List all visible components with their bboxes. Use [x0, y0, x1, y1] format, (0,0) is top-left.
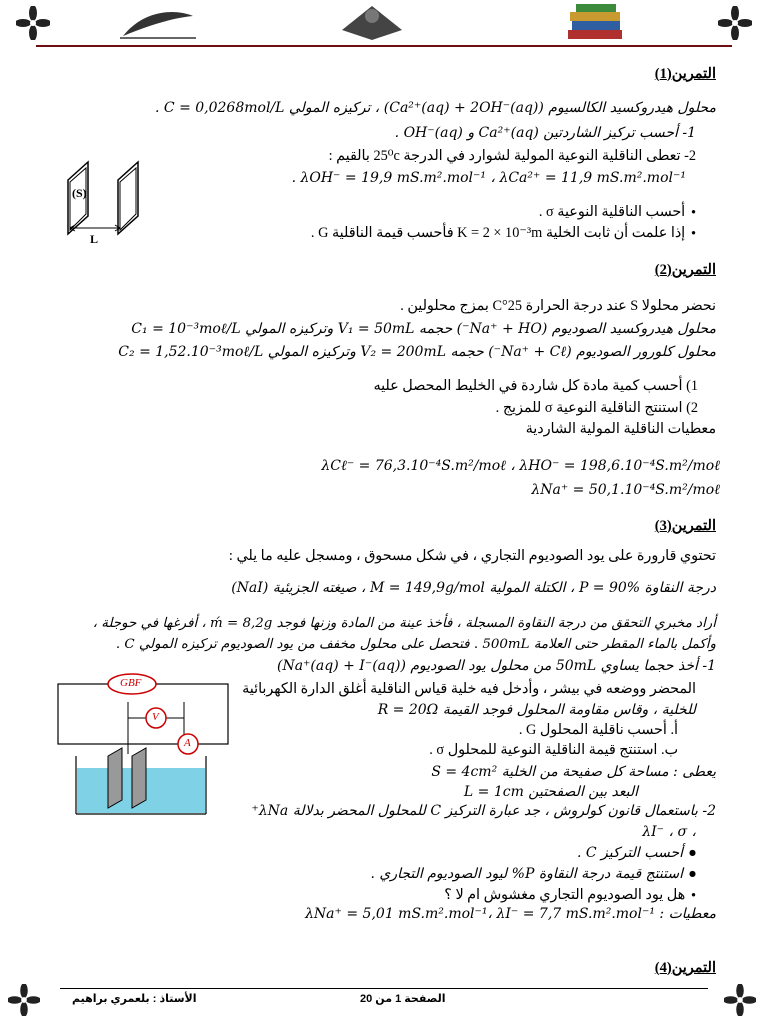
ex2-line: نحضر محلولا S عند درجة الحرارة 25°C بمزج محلولين . — [400, 298, 716, 314]
exercise-3-title: التمرين(3) — [654, 518, 716, 534]
cell-plates-figure — [62, 150, 162, 250]
ex3-line: 2- باستعمال قانون كولروش ، جد عبارة التركيز C للمحلول المحضر بدلالة λNa⁺ — [251, 803, 716, 819]
footer-divider — [60, 988, 708, 989]
ex3-bullet: ● أحسب التركيز C . — [577, 845, 696, 863]
ex1-line: 1- أحسب تركيز الشاردتين Ca²⁺(aq) و OH⁻(aq) . — [394, 125, 696, 141]
ex3-line: البعد بين الصفحتين L = 1cm — [463, 784, 638, 800]
ex3-bullet: ● هل يود الصوديوم التجاري مغشوش ام لا ؟ — [444, 887, 696, 905]
surface-label: (S) — [72, 186, 87, 200]
ex3-line: للخلية ، وقاس مقاومة المحلول فوجد القيمة R = 20Ω — [377, 702, 696, 718]
ex3-line: أراد مخبري التحقق من درجة النقاوة المسجلة ، فأخذ عينة من المادة وزنها فوجد ḿ = 8,2g ، أفرغها في حوجلة ، — [92, 616, 716, 631]
flower-ornament-icon — [8, 984, 40, 1016]
ex1-line: 2- تعطى الناقلية النوعية المولية لشوارد في الدرجة 25⁰c بالقيم : — [328, 148, 696, 164]
ex3-line: ، λI⁻ ، σ — [642, 824, 696, 840]
ex3-line: تحتوي قارورة على يود الصوديوم التجاري ، في شكل مسحوق ، ومسجل عليه ما يلي : — [228, 548, 716, 564]
distance-label: L — [90, 232, 99, 246]
exercise-2-title: التمرين(2) — [654, 262, 716, 278]
exercise-1-title: التمرين(1) — [654, 66, 716, 82]
ex3-bullet: ● استنتج قيمة درجة النقاوة P% ليود الصوديوم التجاري . — [370, 866, 696, 884]
exercise-4-title: التمرين(4) — [654, 960, 716, 976]
ex2-line: λCℓ⁻ = 76,3.10⁻⁴S.m²/moℓ ، λHO⁻ = 198,6.10⁻⁴S.m²/moℓ — [321, 458, 720, 474]
ex2-line: 2) استنتج الناقلية النوعية σ للمزيج . — [495, 400, 698, 416]
gbf-label: GBF — [120, 677, 142, 689]
ex3-line: وأكمل بالماء المقطر حتى العلامة 500mL . فتحصل على محلول مخفف من يود الصوديوم تركيزه المولي C . — [115, 637, 716, 652]
ex3-line: ب. استنتج قيمة الناقلية النوعية للمحلول σ . — [429, 742, 678, 758]
ex3-line: المحضر ووضعه في بيشر ، وأدخل فيه خلية قياس الناقلية أغلق الدارة الكهربائية — [242, 681, 696, 697]
flower-ornament-icon — [718, 6, 752, 40]
ex2-line: محلول هيدروكسيد الصوديوم (Na⁺ + HO⁻) حجمه V₁ = 50mL وتركيزه المولي C₁ = 10⁻³moℓ/L — [131, 321, 716, 337]
voltmeter-label: V — [152, 711, 159, 723]
ex2-line: محلول كلورور الصوديوم (Na⁺ + Cℓ⁻) حجمه V₂ = 200mL وتركيزه المولي C₂ = 1,52.10⁻³moℓ/L — [118, 344, 716, 360]
flower-ornament-icon — [16, 6, 50, 40]
ex1-bullet: ● إذا علمت أن ثابت الخلية K = 2 × 10⁻³m فأحسب قيمة الناقلية G . — [311, 225, 696, 243]
student-books-icon — [336, 0, 408, 44]
ex3-line: درجة النقاوة P = 90% ، الكتلة المولية M = 149,9g/mol ، صيغته الجزيئية (NaI) — [231, 580, 716, 596]
ex1-line: λOH⁻ = 19,9 mS.m².mol⁻¹ ، λCa²⁺ = 11,9 mS.m².mol⁻¹ . — [291, 170, 686, 186]
quill-logo-icon — [118, 6, 198, 40]
ex1-line: محلول هيدروكسيد الكالسيوم (Ca²⁺(aq) + 2OH⁻(aq)) ، تركيزه المولي C = 0,0268mol/L . — [155, 100, 716, 116]
book-stack-icon — [564, 2, 626, 42]
ex3-line: يعطى : مساحة كل صفيحة من الخلية S = 4cm² — [431, 764, 716, 780]
conductivity-circuit-figure — [56, 668, 236, 818]
ex2-line: λNa⁺ = 50,1.10⁻⁴S.m²/moℓ — [531, 482, 720, 498]
ex1-bullet: ● أحسب الناقلية النوعية σ . — [539, 204, 696, 222]
ex3-line: معطيات : λNa⁺ = 5,01 mS.m².mol⁻¹، λI⁻ = 7,7 mS.m².mol⁻¹ — [305, 906, 716, 922]
page-number: الصفحة 1 من 20 — [360, 993, 446, 1005]
header-divider — [36, 45, 732, 47]
flower-ornament-icon — [724, 984, 756, 1016]
ammeter-label: A — [184, 737, 191, 749]
ex2-line: معطيات الناقلية المولية الشاردية — [525, 421, 716, 437]
ex3-line: أ. أحسب ناقلية المحلول G . — [518, 722, 678, 738]
ex3-line: 1- أخذ حجما يساوي 50mL من محلول يود الصوديوم (Na⁺(aq) + I⁻(aq)) — [276, 658, 716, 674]
teacher-name: الأستاذ : بلعمري براهيم — [72, 993, 197, 1005]
ex2-line: 1) أحسب كمية مادة كل شاردة في الخليط المحصل عليه — [373, 378, 698, 394]
